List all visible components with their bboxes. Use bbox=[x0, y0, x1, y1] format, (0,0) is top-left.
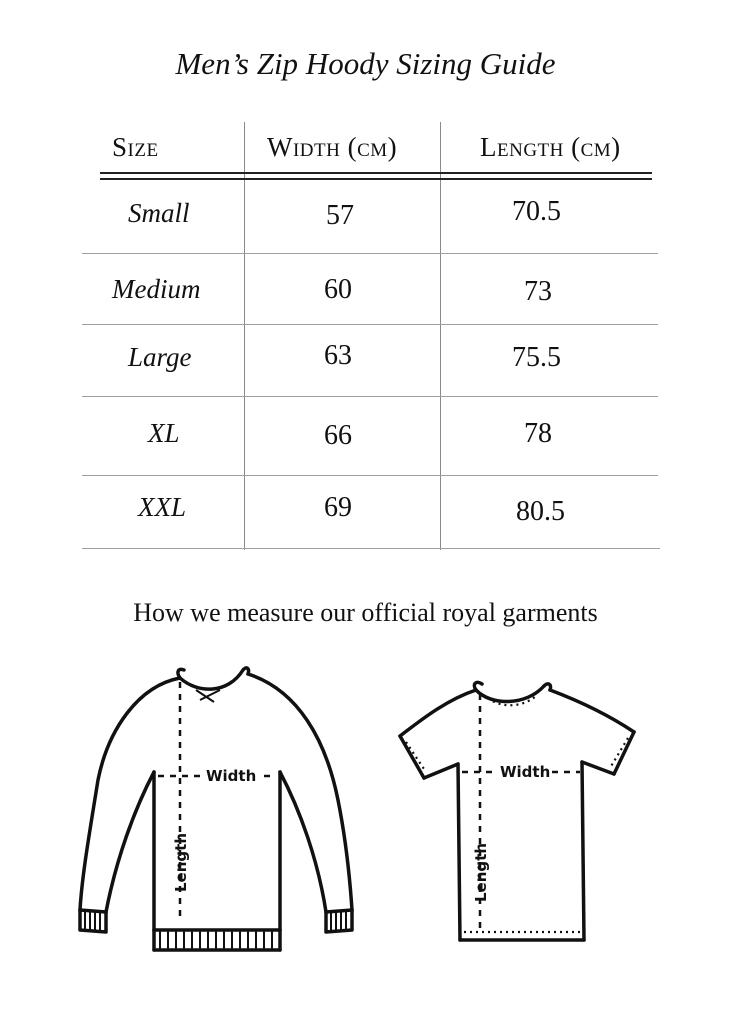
table-row-width: 66 bbox=[324, 420, 352, 451]
header-rule bbox=[100, 178, 652, 180]
row-divider bbox=[82, 548, 660, 549]
table-row-width: 57 bbox=[326, 200, 354, 231]
header-rule bbox=[100, 172, 652, 174]
table-row-width: 63 bbox=[324, 340, 352, 371]
size-table bbox=[82, 118, 662, 550]
tshirt-width-label: Width bbox=[500, 763, 551, 781]
header-length: Length (cm) bbox=[480, 132, 621, 162]
table-row-length: 78 bbox=[524, 418, 552, 449]
column-divider bbox=[244, 122, 245, 550]
header-size: Size bbox=[112, 132, 159, 162]
tshirt-length-label: Length bbox=[472, 843, 490, 902]
row-divider bbox=[82, 253, 658, 254]
table-row-width: 60 bbox=[324, 274, 352, 305]
row-divider bbox=[82, 475, 658, 476]
row-divider bbox=[82, 396, 658, 397]
table-row-size: Medium bbox=[112, 274, 201, 304]
table-row-size: Small bbox=[128, 198, 190, 228]
table-row-length: 75.5 bbox=[512, 342, 561, 373]
measure-subtitle: How we measure our official royal garments bbox=[133, 598, 598, 627]
table-row-length: 73 bbox=[524, 276, 552, 307]
column-divider bbox=[440, 122, 441, 550]
table-row-length: 80.5 bbox=[516, 496, 565, 527]
page-title: Men’s Zip Hoody Sizing Guide bbox=[175, 46, 556, 81]
tshirt-measure-illustration bbox=[396, 680, 646, 950]
table-row-size: XL bbox=[148, 418, 180, 448]
table-row-size: Large bbox=[128, 342, 192, 372]
table-row-length: 70.5 bbox=[512, 196, 561, 227]
sweater-width-label: Width bbox=[206, 767, 257, 785]
sweater-measure-illustration bbox=[68, 660, 368, 960]
row-divider bbox=[82, 324, 658, 325]
header-width: Width (cm) bbox=[267, 132, 398, 162]
table-row-size: XXL bbox=[138, 492, 187, 522]
sweater-length-label: Length bbox=[172, 833, 190, 892]
table-row-width: 69 bbox=[324, 492, 352, 523]
